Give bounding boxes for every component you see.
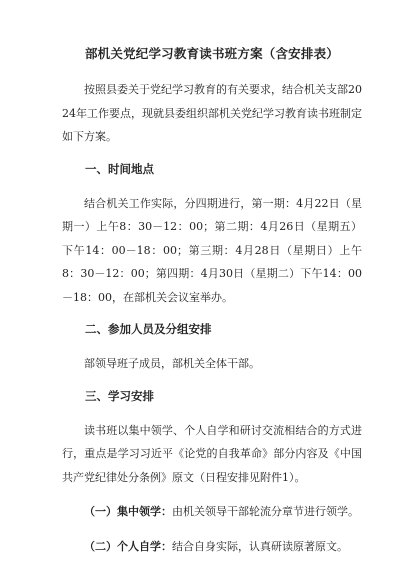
study-item-lead: （一）集中领学：	[84, 505, 172, 518]
section-heading-time-location: 一、时间地点	[85, 161, 154, 176]
study-item-self-study	[62, 535, 362, 559]
section-body-time-location: 结合机关工作实际，分四期进行，第一期：4月22日（星期一）上午8：30－12：00；第二期：4月26日（星期五）下午14：00－18：00；第三期：4月28日（星期日）上午8：30－12：00；第四期：4月30日（星期二）下午14：00－18：00，在部机关会议室举办。	[62, 196, 362, 304]
document-title: 部机关党纪学习教育读书班方案（含安排表）	[84, 46, 339, 61]
study-item-lead: （二）个人自学：	[84, 539, 172, 553]
study-item-text: 由机关领导干部轮流分章节进行领学。	[172, 505, 359, 518]
section-body-participants: 部领导班子成员，部机关全体干部。	[84, 357, 260, 370]
intro-paragraph: 按照县委关于党纪学习教育的有关要求，结合机关支部2024年工作要点，现就县委组织部机关党纪学习教育读书班制定如下方案。	[62, 83, 362, 143]
section-heading-participants: 二、参加人员及分组安排	[85, 322, 212, 336]
study-item-group-reading	[62, 500, 362, 524]
section-heading-study-plan: 三、学习安排	[85, 388, 154, 403]
section-body-study-plan: 读书班以集中领学、个人自学和研讨交流相结合的方式进行，重点是学习习近平《论党的自我革命》部分内容及《中国共产党纪律处分条例》原文（日程安排见附件1）。	[62, 423, 362, 484]
study-item-text: 结合自身实际，认真研读原著原文。	[172, 539, 348, 553]
